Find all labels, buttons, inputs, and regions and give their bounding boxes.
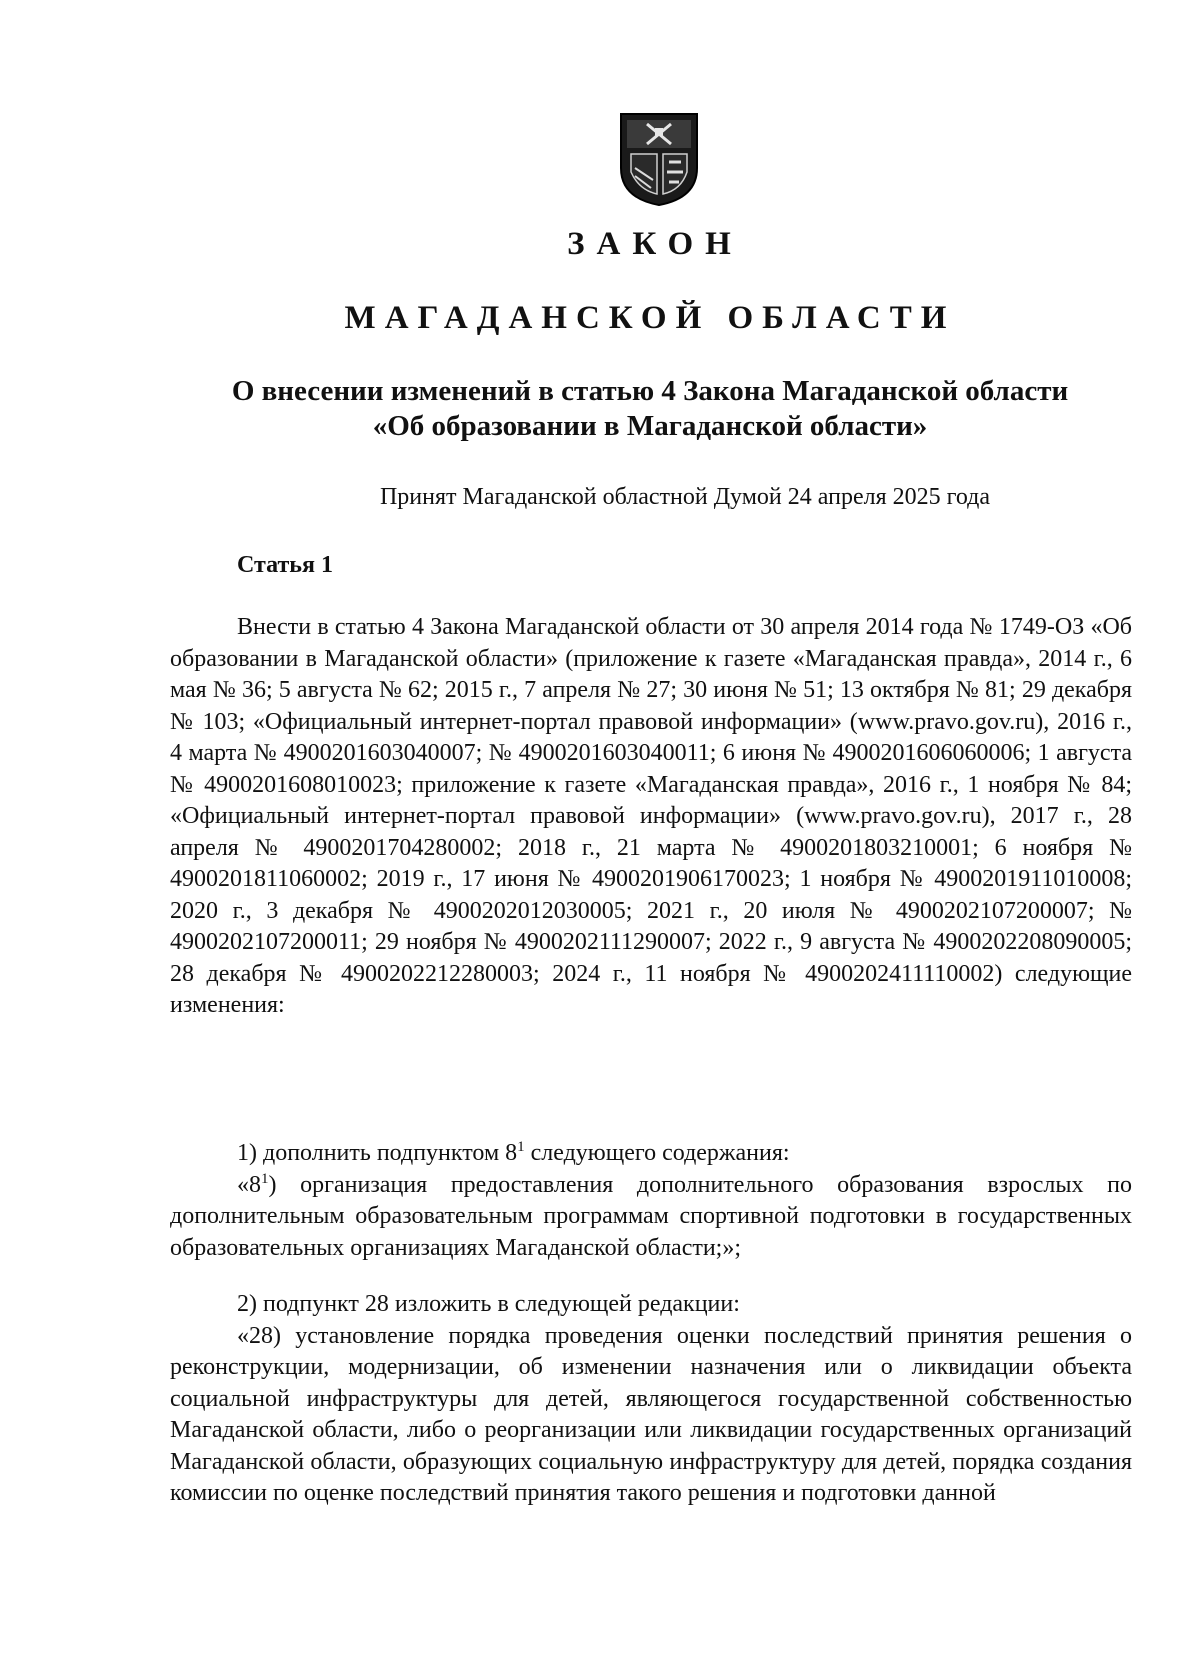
item-1-intro-end: следующего содержания: — [524, 1140, 790, 1166]
article-heading: Статья 1 — [237, 552, 333, 578]
region-heading: МАГАДАНСКОЙ ОБЛАСТИ — [344, 300, 956, 336]
amendment-item-2 — [170, 1289, 1132, 1510]
amendment-item-1 — [170, 1138, 1132, 1264]
coat-of-arms-icon — [617, 110, 701, 208]
item-1-text-superscript: 1 — [261, 1170, 269, 1187]
adoption-note: Принят Магаданской областной Думой 24 апреля 2025 года — [379, 484, 991, 510]
article-main-paragraph — [170, 612, 1132, 1022]
item-1-text-rest: ) организация предоставления дополнительного образования взрослых по дополнительным образовательным программам спортивной подготовки в государственных образовательных организациях Магаданской области;»; — [170, 1171, 1132, 1261]
law-title-line-1: О внесении изменений в статью 4 Закона Магаданской области — [231, 375, 1069, 407]
item-1-intro-superscript: 1 — [517, 1139, 525, 1155]
law-title-line-2: «Об образовании в Магаданской области» — [372, 410, 928, 442]
item-1-intro — [170, 1138, 1132, 1170]
main-paragraph-text: Внести в статью 4 Закона Магаданской области от 30 апреля 2014 года № 1749-ОЗ «Об образовании в Магаданской области» (приложение к газете «Магаданская правда», 2014 г., 6 мая № 36; 5 августа № 62; 2015 г., 7 апреля № 27; 30 июня № 51; 13 октября № 81; 29 декабря № 103; «Официальный интернет-портал правовой информации» (www.pravo.gov.ru), 2016 г., 4 марта № 4900201603040007; № 4900201603040011; 6 июня № 4900201606060006; 1 августа № 4900201608010023; приложение к газете «Магаданская правда», 2016 г., 1 ноября № 84; «Официальный интернет-портал правовой информации» (www.pravo.gov.ru), 2017 г., 28 апреля № 4900201704280002; 2018 г., 21 марта № 4900201803210001; 6 ноября № 4900201811060002; 2019 г., 17 июня № 4900201906170023; 1 ноября № 4900201911010008; 2020 г., 3 декабря № 4900202012030005; 2021 г., 20 июля № 4900202107200007; № 4900202107200011; 29 ноября № 4900202111290007; 2022 г., 9 августа № 4900202208090005; 28 декабря № 4900202212280003; 2024 г., 11 ноября № 4900202411110002) следующие изменения: — [170, 614, 1132, 1018]
law-word-heading: ЗАКОН — [567, 226, 743, 262]
item-2-text: «28) установление порядка проведения оценки последствий принятия решения о реконструкции, модернизации, об изменении назначения или о ликвидации объекта социальной инфраструктуры для детей, являющегося государственной собственностью Магаданской области, либо о реорганизации или ликвидации государственных организаций Магаданской области, образующих социальную инфраструктуру для детей, порядка создания комиссии по оценке последствий принятия такого решения и подготовки данной — [170, 1322, 1132, 1506]
item-1-intro-start: 1) дополнить подпунктом 8 — [237, 1140, 518, 1166]
item-2-intro: 2) подпункт 28 изложить в следующей редакции: — [237, 1291, 740, 1317]
item-1-text — [170, 1170, 1132, 1265]
item-1-text-open: «8 — [237, 1171, 261, 1198]
law-title — [160, 374, 1140, 444]
